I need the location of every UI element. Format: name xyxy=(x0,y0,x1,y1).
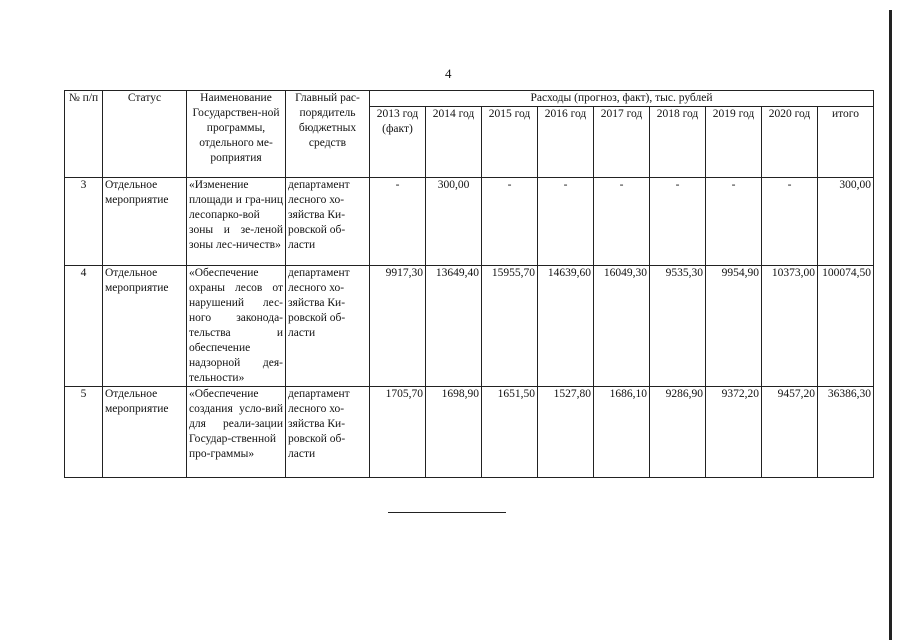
row-manager: департамент лесного хо-зяйства Ки-ровской об-ласти xyxy=(286,266,370,387)
value-cell: 9286,90 xyxy=(650,387,706,478)
row-name: «Обеспечение охраны лесов от нарушений лес-ного законода-тельства и обеспечение надзорной дея-тельности» xyxy=(187,266,286,387)
total-cell: 300,00 xyxy=(818,178,874,266)
value-cell: 9954,90 xyxy=(706,266,762,387)
row-name: «Изменение площади и гра-ниц лесопарко-вой зоны и зе-леной зоны лес-ничеств» xyxy=(187,178,286,266)
header-year: 2017 год xyxy=(594,107,650,178)
page-number: 4 xyxy=(445,66,452,81)
value-cell: 1527,80 xyxy=(538,387,594,478)
value-cell: - xyxy=(370,178,426,266)
value-cell: 9535,30 xyxy=(650,266,706,387)
expenses-table xyxy=(64,90,874,478)
header-total: итого xyxy=(818,107,874,178)
value-cell: 1698,90 xyxy=(426,387,482,478)
value-cell: 300,00 xyxy=(426,178,482,266)
header-name: Наименование Государствен-ной программы, отдельного ме-роприятия xyxy=(187,91,286,178)
value-cell: 9372,20 xyxy=(706,387,762,478)
table-row xyxy=(65,178,874,266)
value-cell: 9917,30 xyxy=(370,266,426,387)
value-cell: - xyxy=(538,178,594,266)
row-manager: департамент лесного хо-зяйства Ки-ровской об-ласти xyxy=(286,178,370,266)
value-cell: 14639,60 xyxy=(538,266,594,387)
header-status: Статус xyxy=(103,91,187,178)
header-year: 2015 год xyxy=(482,107,538,178)
table-row xyxy=(65,266,874,387)
value-cell: - xyxy=(762,178,818,266)
header-year: 2020 год xyxy=(762,107,818,178)
header-year: 2014 год xyxy=(426,107,482,178)
value-cell: 15955,70 xyxy=(482,266,538,387)
table-row xyxy=(65,387,874,478)
value-cell: - xyxy=(650,178,706,266)
header-year: 2019 год xyxy=(706,107,762,178)
value-cell: - xyxy=(482,178,538,266)
row-status: Отдельное мероприятие xyxy=(103,266,187,387)
header-year: 2013 год (факт) xyxy=(370,107,426,178)
header-number: № п/п xyxy=(65,91,103,178)
row-number: 3 xyxy=(65,178,103,266)
row-status: Отдельное мероприятие xyxy=(103,387,187,478)
scan-edge-line xyxy=(889,10,892,640)
value-cell: - xyxy=(594,178,650,266)
total-cell: 36386,30 xyxy=(818,387,874,478)
header-year: 2018 год xyxy=(650,107,706,178)
row-status: Отдельное мероприятие xyxy=(103,178,187,266)
total-cell: 100074,50 xyxy=(818,266,874,387)
value-cell: 13649,40 xyxy=(426,266,482,387)
value-cell: - xyxy=(706,178,762,266)
row-number: 5 xyxy=(65,387,103,478)
row-manager: департамент лесного хо-зяйства Ки-ровской об-ласти xyxy=(286,387,370,478)
value-cell: 16049,30 xyxy=(594,266,650,387)
header-expenses: Расходы (прогноз, факт), тыс. рублей xyxy=(370,91,874,107)
value-cell: 10373,00 xyxy=(762,266,818,387)
row-name: «Обеспечение создания усло-вий для реали-зации Государ-ственной про-граммы» xyxy=(187,387,286,478)
header-manager: Главный рас-порядитель бюджетных средств xyxy=(286,91,370,178)
value-cell: 1686,10 xyxy=(594,387,650,478)
footer-rule xyxy=(388,512,506,513)
row-number: 4 xyxy=(65,266,103,387)
header-year: 2016 год xyxy=(538,107,594,178)
value-cell: 1705,70 xyxy=(370,387,426,478)
value-cell: 1651,50 xyxy=(482,387,538,478)
value-cell: 9457,20 xyxy=(762,387,818,478)
